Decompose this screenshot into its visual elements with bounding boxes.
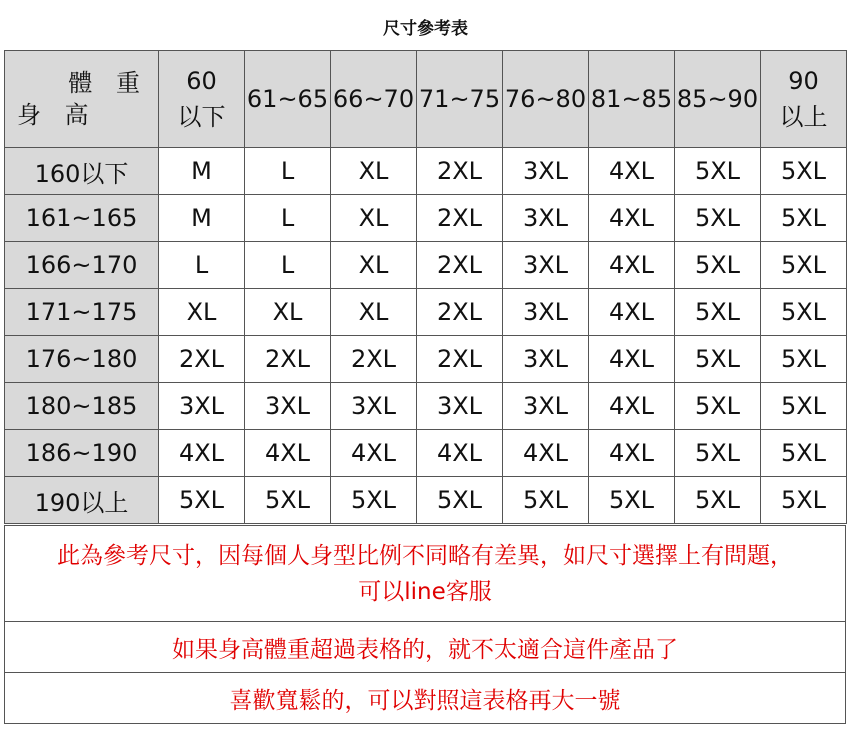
size-cell: M (159, 148, 245, 195)
note-oversize: 如果身高體重超過表格的，就不太適合這件產品了 (5, 622, 846, 673)
size-cell: 5XL (675, 336, 761, 383)
note-general-line1: 此為參考尺寸，因每個人身型比例不同略有差異，如尺寸選擇上有問題， (57, 542, 793, 569)
size-cell: 3XL (331, 383, 417, 430)
table-row (5, 289, 847, 336)
height-header: 160以下 (5, 148, 159, 195)
size-cell: 5XL (503, 477, 589, 524)
size-cell: 2XL (417, 289, 503, 336)
notes-block (4, 525, 846, 724)
size-cell: 2XL (245, 336, 331, 383)
size-cell: 5XL (675, 148, 761, 195)
size-cell: 5XL (761, 477, 847, 524)
size-cell: XL (245, 289, 331, 336)
size-cell: L (245, 148, 331, 195)
size-cell: 5XL (675, 289, 761, 336)
table-row (5, 148, 847, 195)
size-cell: 2XL (417, 148, 503, 195)
size-cell: L (245, 195, 331, 242)
height-header: 180~185 (5, 383, 159, 430)
size-cell: 3XL (503, 148, 589, 195)
size-cell: XL (331, 195, 417, 242)
size-cell: 4XL (589, 336, 675, 383)
weight-header-text: 66~70 (332, 85, 415, 113)
weight-label: 體 重 (68, 69, 148, 97)
weight-header-text: 以下 (177, 103, 226, 131)
size-cell: 4XL (589, 242, 675, 289)
size-cell: 5XL (417, 477, 503, 524)
height-header: 171~175 (5, 289, 159, 336)
weight-header-text: 90 (788, 67, 819, 95)
size-cell: 3XL (503, 195, 589, 242)
table-row (5, 336, 847, 383)
size-cell: 2XL (159, 336, 245, 383)
size-cell: 4XL (245, 430, 331, 477)
size-cell: 5XL (761, 242, 847, 289)
size-cell: 4XL (417, 430, 503, 477)
size-cell: 5XL (675, 430, 761, 477)
weight-header (589, 51, 675, 148)
height-header: 190以上 (5, 477, 159, 524)
size-cell: 3XL (159, 383, 245, 430)
size-cell: 5XL (675, 242, 761, 289)
size-cell: 5XL (675, 383, 761, 430)
size-cell: 3XL (417, 383, 503, 430)
note-general (5, 526, 846, 622)
height-header: 166~170 (5, 242, 159, 289)
table-row (5, 430, 847, 477)
corner-cell (5, 51, 159, 148)
size-cell: 5XL (589, 477, 675, 524)
size-cell: 5XL (159, 477, 245, 524)
size-cell: L (159, 242, 245, 289)
size-cell: 4XL (159, 430, 245, 477)
size-cell: 5XL (761, 148, 847, 195)
size-cell: XL (331, 242, 417, 289)
weight-header (675, 51, 761, 148)
weight-header-text: 71~75 (418, 85, 501, 113)
size-cell: 4XL (589, 289, 675, 336)
weight-header (761, 51, 847, 148)
note-loose-fit: 喜歡寬鬆的，可以對照這表格再大一號 (5, 673, 846, 724)
height-header: 186~190 (5, 430, 159, 477)
weight-header-text: 60 (186, 67, 217, 95)
size-cell: 3XL (503, 336, 589, 383)
table-row (5, 242, 847, 289)
size-table (4, 50, 847, 524)
size-cell: 5XL (331, 477, 417, 524)
size-cell: 4XL (331, 430, 417, 477)
weight-header (417, 51, 503, 148)
size-cell: 4XL (503, 430, 589, 477)
size-cell: 3XL (245, 383, 331, 430)
size-cell: XL (159, 289, 245, 336)
weight-header-text: 76~80 (504, 85, 587, 113)
size-cell: 2XL (417, 336, 503, 383)
weight-header (159, 51, 245, 148)
size-chart (4, 50, 846, 524)
size-cell: 3XL (503, 242, 589, 289)
weight-header (331, 51, 417, 148)
size-cell: 5XL (675, 195, 761, 242)
size-cell: 5XL (761, 336, 847, 383)
size-cell: 5XL (761, 383, 847, 430)
header-row (5, 51, 847, 148)
size-cell: 3XL (503, 289, 589, 336)
size-cell: L (245, 242, 331, 289)
size-cell: 5XL (245, 477, 331, 524)
size-cell: 4XL (589, 195, 675, 242)
weight-header-text: 85~90 (676, 85, 759, 113)
height-label: 身 高 (17, 101, 97, 129)
height-header: 176~180 (5, 336, 159, 383)
height-header: 161~165 (5, 195, 159, 242)
note-general-line2: 可以line客服 (358, 578, 492, 605)
weight-header-text: 以上 (779, 103, 828, 131)
notes-table (4, 525, 846, 724)
size-cell: 3XL (503, 383, 589, 430)
size-cell: 5XL (761, 289, 847, 336)
weight-header-text: 61~65 (246, 85, 329, 113)
size-cell: 4XL (589, 430, 675, 477)
size-cell: XL (331, 289, 417, 336)
size-cell: 2XL (331, 336, 417, 383)
table-row (5, 383, 847, 430)
weight-header (245, 51, 331, 148)
size-cell: 2XL (417, 195, 503, 242)
table-row (5, 195, 847, 242)
size-cell: 2XL (417, 242, 503, 289)
size-cell: M (159, 195, 245, 242)
size-cell: 4XL (589, 383, 675, 430)
size-cell: 5XL (761, 430, 847, 477)
size-cell: 4XL (589, 148, 675, 195)
weight-header-text: 81~85 (590, 85, 673, 113)
page-title: 尺寸參考表 (383, 19, 468, 39)
size-cell: 5XL (761, 195, 847, 242)
table-row (5, 477, 847, 524)
size-cell: XL (331, 148, 417, 195)
weight-header (503, 51, 589, 148)
size-cell: 5XL (675, 477, 761, 524)
